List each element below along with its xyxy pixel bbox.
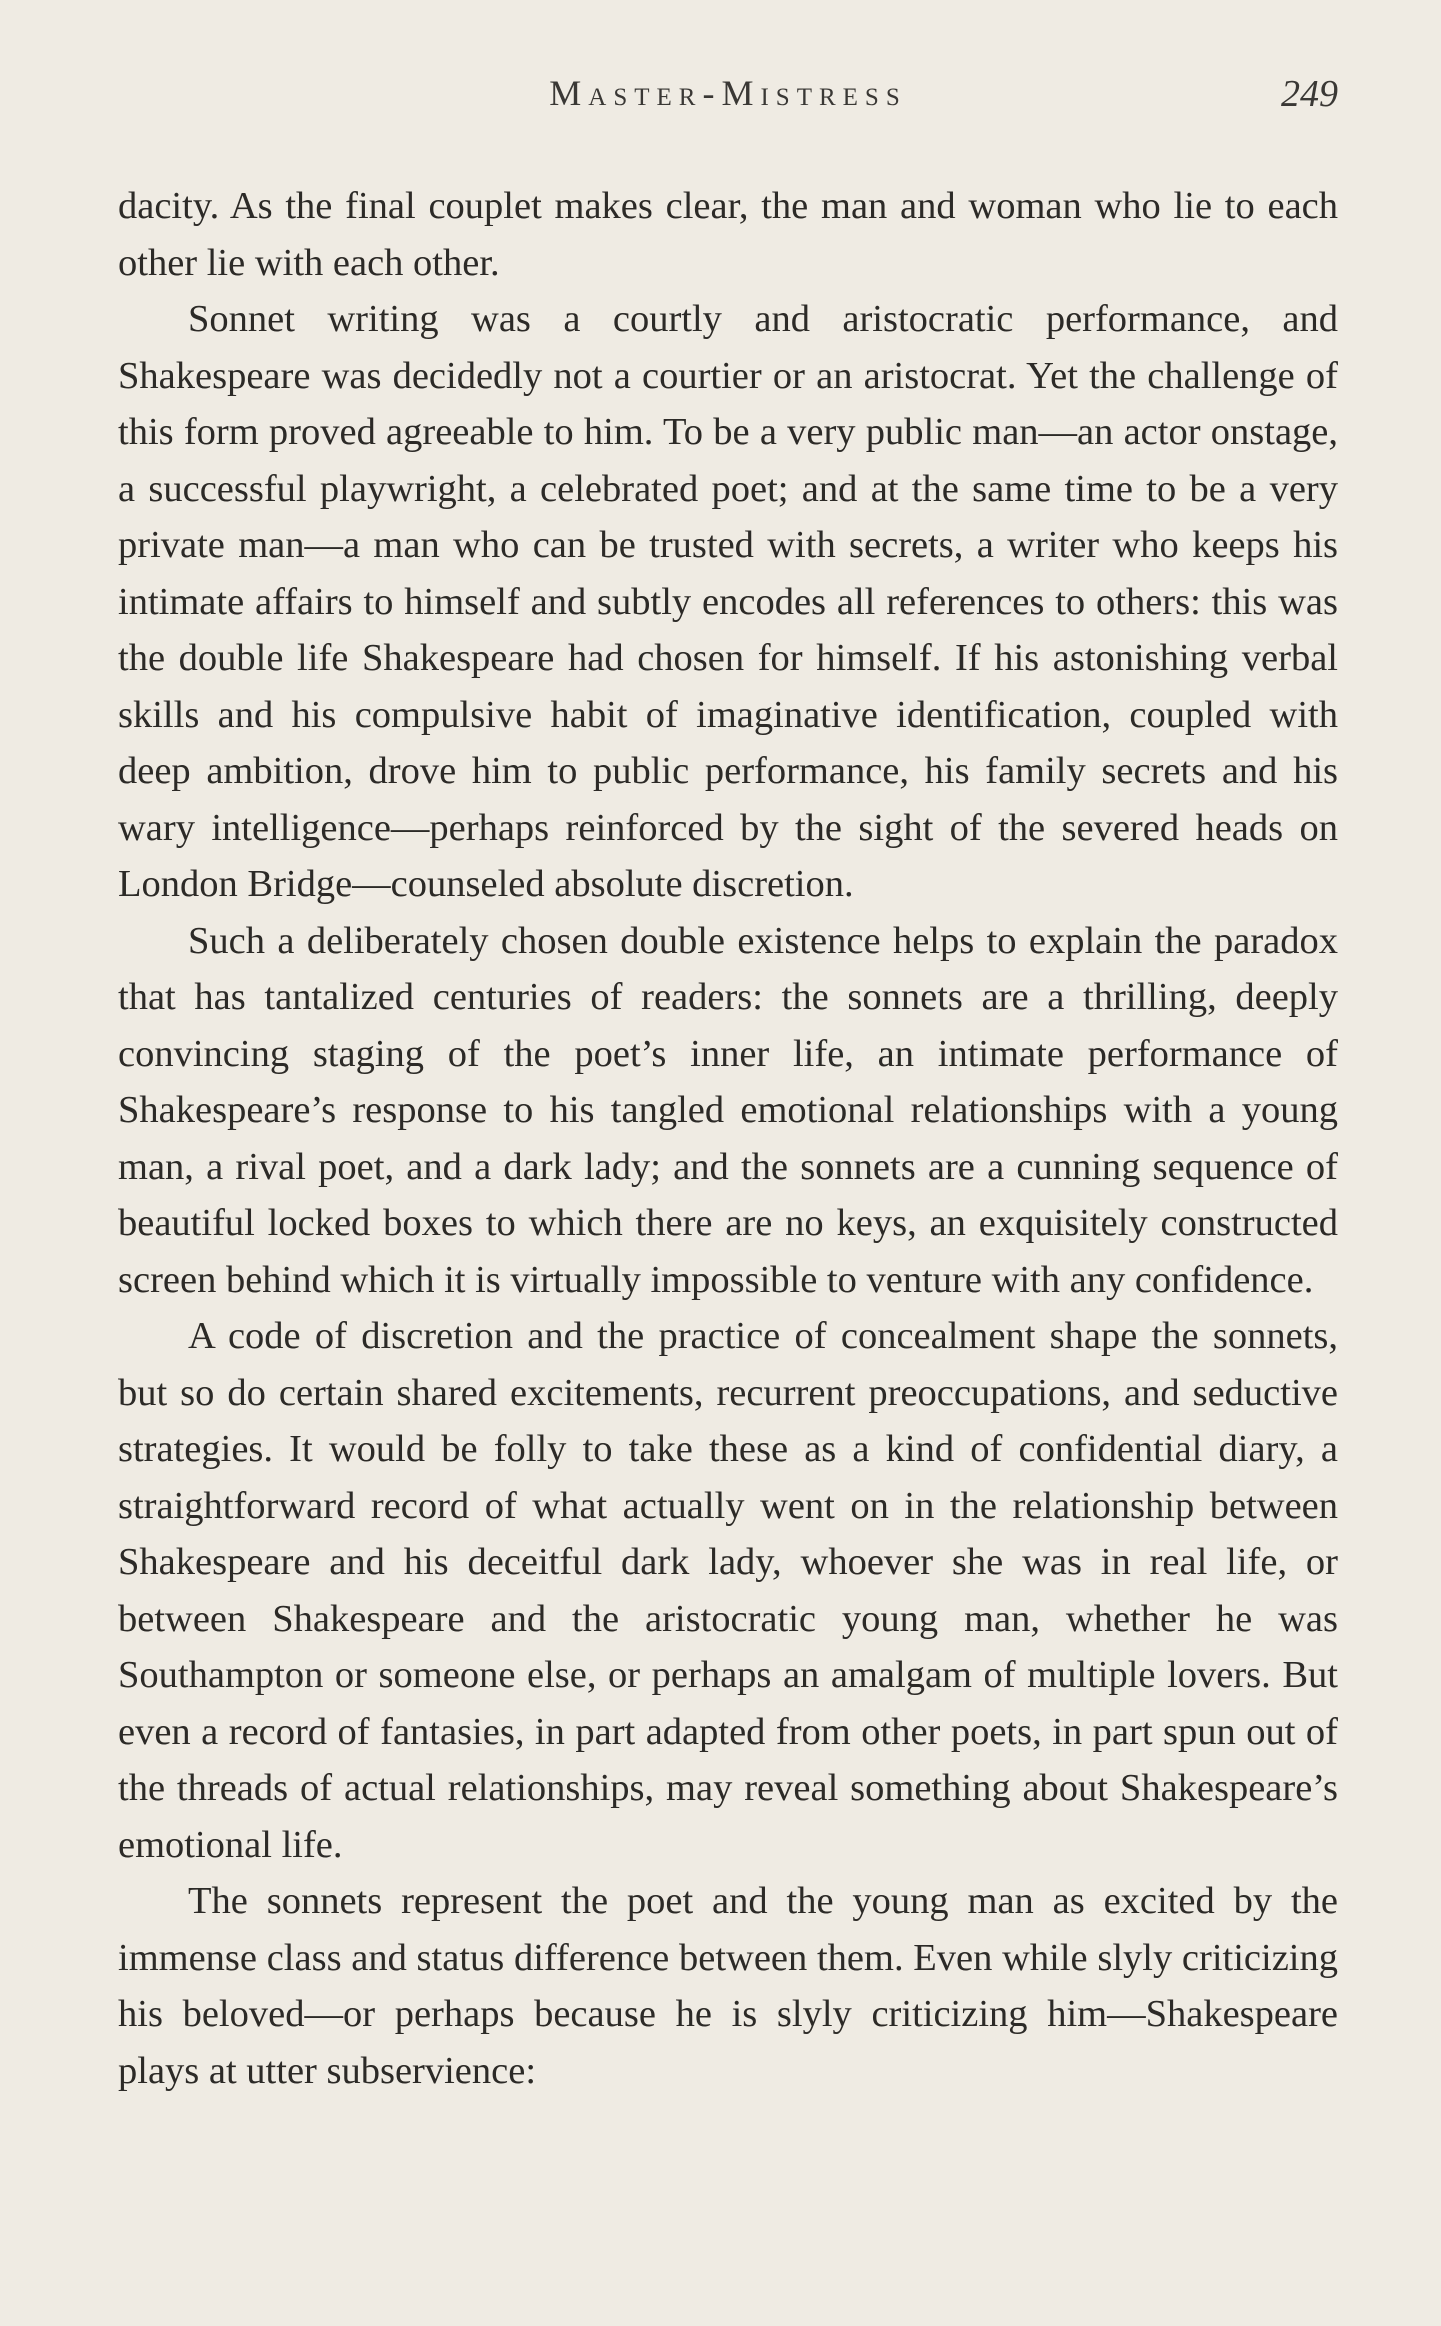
paragraph: The sonnets represent the poet and the young man as excited by the immense class and status difference between them. Even while slyly criticizing his beloved—or perhaps because he is slyly criticizing him—Shakespeare plays at utter subservience: <box>118 1880 1338 2092</box>
page-number: 249 <box>1281 73 1338 115</box>
running-head <box>118 72 1338 122</box>
paragraph: Sonnet writing was a courtly and aristocratic performance, and Shakespeare was decidedly not a courtier or an aristocrat. Yet the challenge of this form proved agreeable to him. To be a very public man—an actor onstage, a successful playwright, a celebrated poet; and at the same time to be a very private man—a man who can be trusted with secrets, a writer who keeps his intimate affairs to himself and subtly encodes all references to others: this was the double life Shakespeare had chosen for himself. If his astonishing verbal skills and his compulsive habit of imaginative identification, coupled with deep ambition, drove him to public performance, his family secrets and his wary intelligence—perhaps reinforced by the sight of the severed heads on London Bridge—counseled absolute discretion. <box>118 298 1338 905</box>
paragraph: A code of discretion and the practice of concealment shape the sonnets, but so do certain shared excitements, recurrent preoccupations, and seductive strategies. It would be folly to take these as a kind of confidential diary, a straightforward record of what actually went on in the relationship between Shakespeare and his deceitful dark lady, whoever she was in real life, or between Shakespeare and the aristocratic young man, whether he was Southampton or someone else, or perhaps an amalgam of multiple lovers. But even a record of fantasies, in part adapted from other poets, in part spun out of the threads of actual relationships, may reveal something about Shakespeare’s emotional life. <box>118 1315 1338 1866</box>
running-title: Master-Mistress <box>549 73 907 113</box>
paragraph-continued: dacity. As the final couplet makes clear, the man and woman who lie to each other lie with each other. <box>118 185 1338 284</box>
body-text <box>118 178 1338 2099</box>
paragraph: Such a deliberately chosen double existence helps to explain the paradox that has tantalized centuries of readers: the sonnets are a thrilling, deeply convincing staging of the poet’s inner life, an intimate performance of Shakespeare’s response to his tangled emotional relationships with a young man, a rival poet, and a dark lady; and the sonnets are a cunning sequence of beautiful locked boxes to which there are no keys, an exquisitely constructed screen behind which it is virtually impossible to venture with any confidence. <box>118 919 1338 1301</box>
